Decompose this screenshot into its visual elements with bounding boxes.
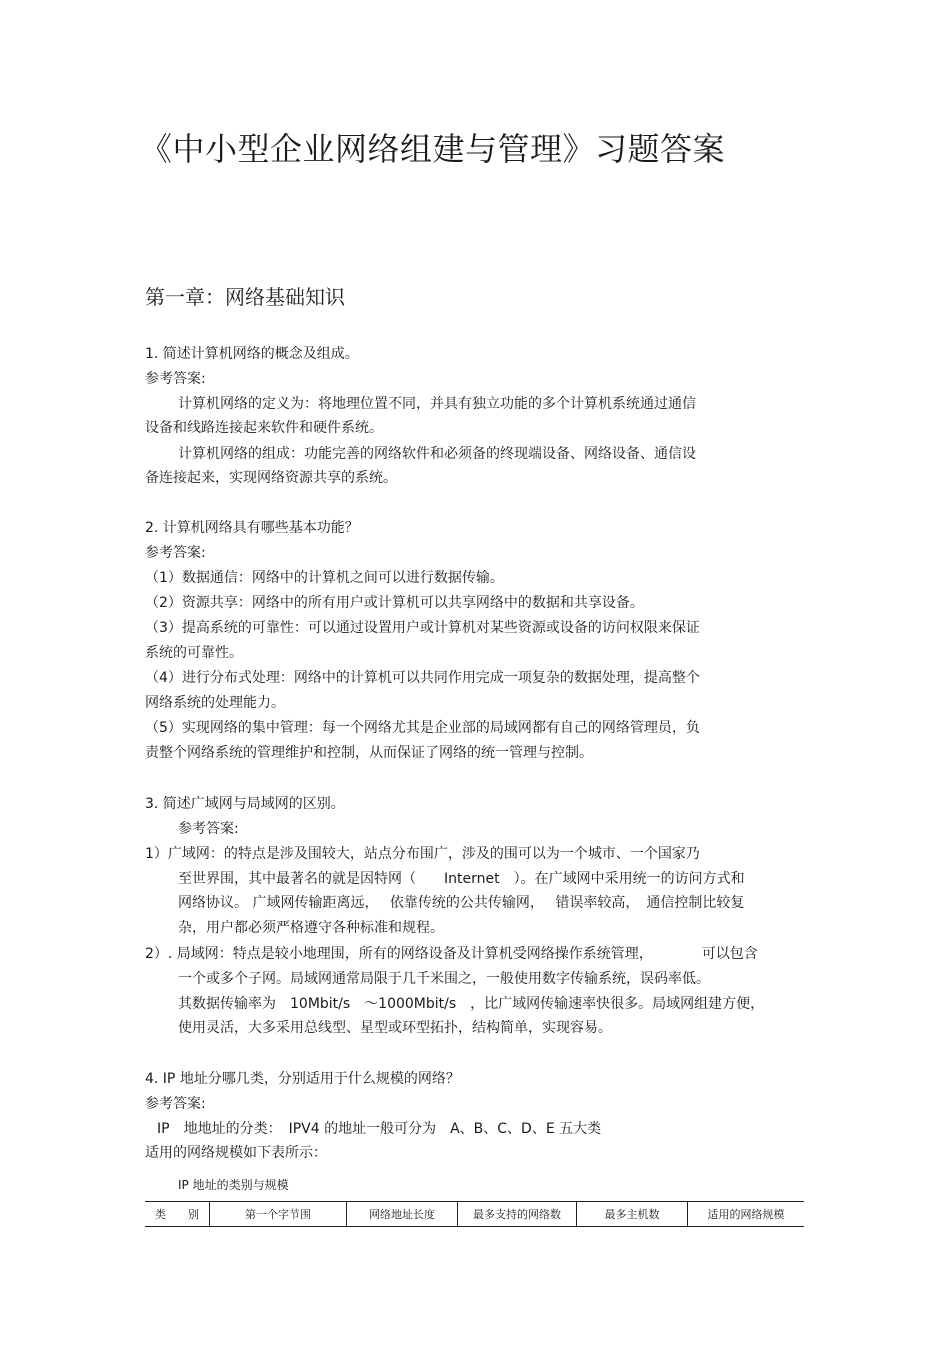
answer-label: 参考答案:	[145, 371, 206, 387]
paragraph-line: IP 地地址的分类： IPV4 的地址一般可分为 A、B、C、D、E 五大类	[157, 1121, 602, 1137]
list-item-continuation: 网络系统的处理能力。	[145, 695, 285, 711]
list-item-continuation: 网络协议。 广域网传输距离远， 依靠传统的公共传输网， 错误率较高， 通信控制比较复	[178, 895, 745, 911]
list-item: （2）资源共享：网络中的所有用户或计算机可以共享网络中的数据和共享设备。	[145, 595, 644, 611]
answer-label: 参考答案:	[145, 545, 206, 561]
list-item-continuation: 至世界围，其中最著名的就是因特网（ Internet ）。在广域网中采用统一的访问方式和	[178, 871, 745, 887]
paragraph-line: 适用的网络规模如下表所示：	[145, 1145, 327, 1161]
list-item-continuation: 系统的可靠性。	[145, 645, 243, 661]
table-header-row	[145, 1202, 804, 1227]
ip-class-table	[145, 1201, 804, 1227]
list-item: （3）提高系统的可靠性：可以通过设置用户或计算机对某些资源或设备的访问权限来保证	[145, 620, 700, 636]
list-item: （5）实现网络的集中管理：每一个网络尤其是企业部的局域网都有自己的网络管理员，负	[145, 720, 700, 736]
question-2: 2. 计算机网络具有哪些基本功能？	[145, 520, 359, 536]
question-4: 4. IP 地址分哪几类，分别适用于什么规模的网络？	[145, 1071, 460, 1087]
table-header-cell: 最多支持的网络数	[458, 1202, 577, 1227]
document-title: 《中小型企业网络组建与管理》习题答案	[140, 130, 726, 168]
table-header-cell: 最多主机数	[577, 1202, 688, 1227]
table-header-cell: 网络地址长度	[347, 1202, 458, 1227]
list-item-continuation: 杂，用户都必须严格遵守各种标准和规程。	[178, 920, 444, 936]
table-header-cell: 适用的网络规模	[688, 1202, 805, 1227]
list-item: （1）数据通信：网络中的计算机之间可以进行数据传输。	[145, 570, 504, 586]
question-3: 3. 简述广域网与局域网的区别。	[145, 796, 345, 812]
table-header-cell: 类 别	[145, 1202, 210, 1227]
chapter-heading: 第一章：网络基础知识	[145, 285, 345, 309]
list-item-continuation: 使用灵活，大多采用总线型、星型或环型拓扑，结构简单，实现容易。	[178, 1020, 612, 1036]
table-header-cell: 第一个字节围	[210, 1202, 347, 1227]
paragraph-line: 计算机网络的组成：功能完善的网络软件和必须备的终现端设备、网络设备、通信设	[178, 446, 696, 462]
answer-label: 参考答案:	[145, 1096, 206, 1112]
list-item-continuation: 责整个网络系统的管理维护和控制，从而保证了网络的统一管理与控制。	[145, 745, 593, 761]
list-item: 1）广域网：的特点是涉及围较大，站点分布围广，涉及的围可以为一个城市、一个国家乃	[145, 846, 700, 862]
list-item: 2）. 局域网：特点是较小地理围，所有的网络设备及计算机受网络操作系统管理， 可以包含	[145, 946, 758, 962]
list-item: （4）进行分布式处理：网络中的计算机可以共同作用完成一项复杂的数据处理，提高整个	[145, 670, 700, 686]
list-item-continuation: 其数据传输率为 10Mbit/s ～1000Mbit/s ，比广域网传输速率快很多。局域网组建方便，	[178, 996, 765, 1012]
answer-label: 参考答案:	[178, 821, 239, 837]
paragraph-line: 计算机网络的定义为：将地理位置不同，并具有独立功能的多个计算机系统通过通信	[178, 396, 696, 412]
question-1: 1. 简述计算机网络的概念及组成。	[145, 346, 359, 362]
paragraph-line: 设备和线路连接起来软件和硬件系统。	[145, 420, 383, 436]
list-item-continuation: 一个或多个子网。局域网通常局限于几千米围之，一般使用数字传输系统，误码率低。	[178, 971, 710, 987]
paragraph-line: 备连接起来，实现网络资源共享的系统。	[145, 470, 397, 486]
table-caption: IP 地址的类别与规模	[178, 1178, 289, 1192]
